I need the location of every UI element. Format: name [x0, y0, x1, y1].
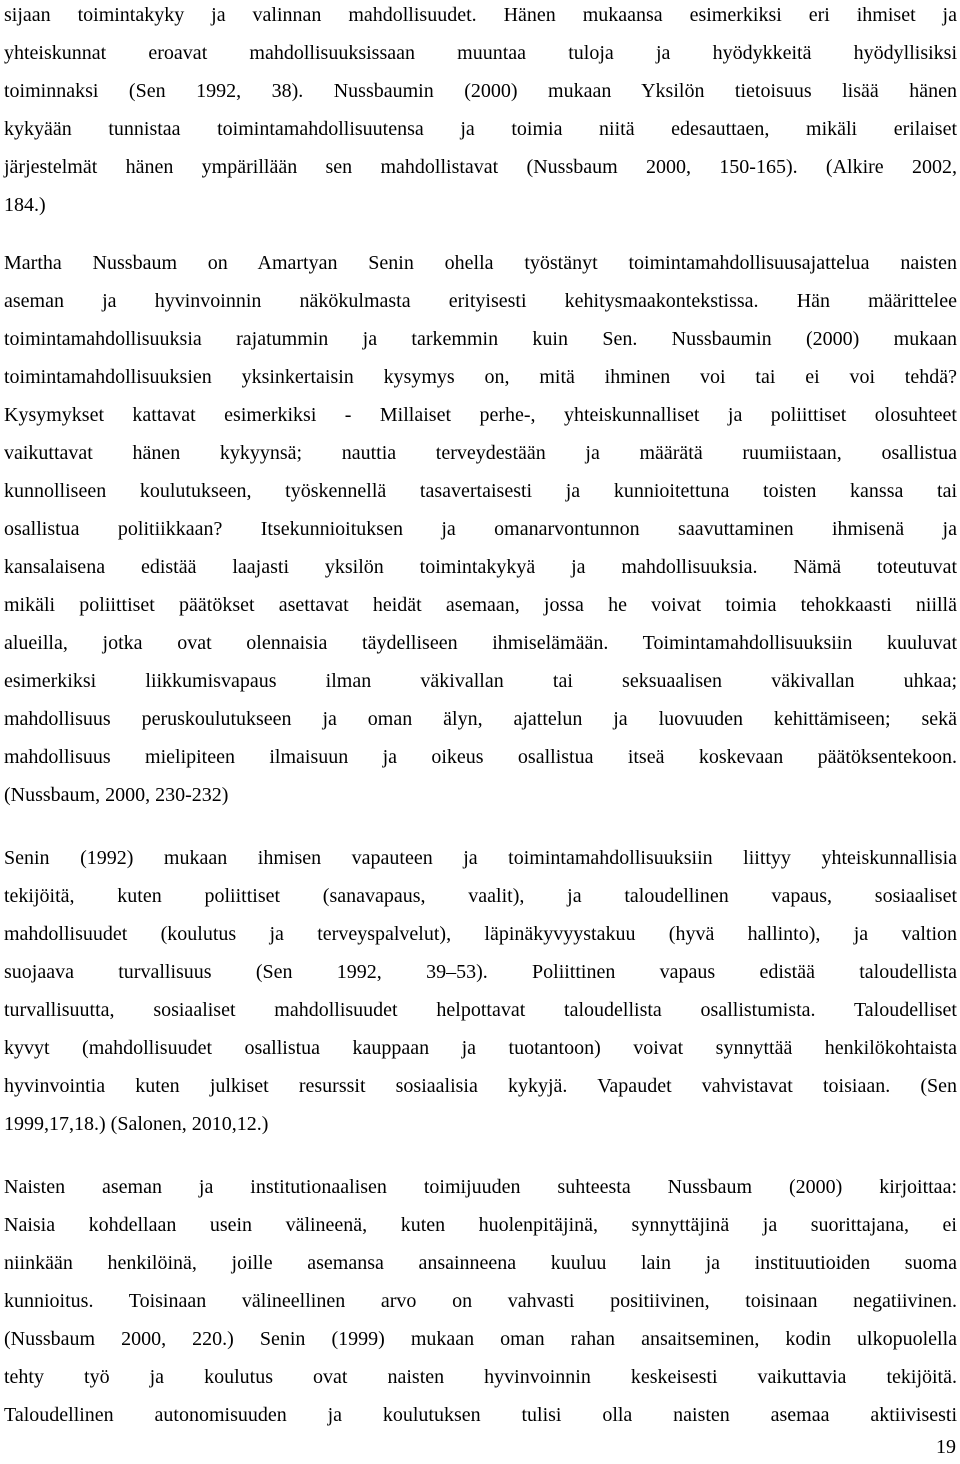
paragraph-4: [4, 1168, 957, 1434]
text-line: 184.): [4, 194, 46, 216]
text-line: kunnolliseen koulutukseen, työskennellä tasavertaisesti ja kunnioitettuna toisten kanssa tai: [4, 480, 957, 502]
text-line: järjestelmät hänen ympärillään sen mahdollistavat (Nussbaum 2000, 150-165). (Alkire 2002,: [4, 156, 957, 178]
text-line: hyvinvointia kuten julkiset resurssit sosiaalisia kykyjä. Vapaudet vahvistavat toisiaan. (Sen: [4, 1075, 957, 1097]
text-line: tekijöitä, kuten poliittiset (sanavapaus, vaalit), ja taloudellinen vapaus, sosiaaliset: [4, 885, 957, 907]
paragraph-3: [4, 839, 957, 1143]
text-line: Taloudellinen autonomisuuden ja koulutuksen tulisi olla naisten asemaa aktiivisesti: [4, 1404, 957, 1426]
text-line: toimintamahdollisuuksien yksinkertaisin kysymys on, mitä ihminen voi tai ei voi tehdä?: [4, 366, 957, 388]
text-line: sijaan toimintakyky ja valinnan mahdollisuudet. Hänen mukaansa esimerkiksi eri ihmiset ja: [4, 4, 957, 26]
text-line: osallistua politiikkaan? Itsekunnioituksen ja omanarvontunnon saavuttaminen ihmisenä ja: [4, 518, 957, 540]
text-line: mahdollisuus peruskoulutukseen ja oman älyn, ajattelun ja luovuuden kehittämiseen; sekä: [4, 708, 957, 730]
text-line: kunnioitus. Toisinaan välineellinen arvo on vahvasti positiivinen, toisinaan negatiivinen.: [4, 1290, 957, 1312]
text-line: niinkään henkilöinä, joille asemansa ansainneena kuuluu lain ja instituutioiden suoma: [4, 1252, 957, 1274]
text-line: mahdollisuus mielipiteen ilmaisuun ja oikeus osallistua itseä koskevaan päätöksentekoon.: [4, 746, 957, 768]
paragraph-2: [4, 244, 957, 814]
text-line: aseman ja hyvinvoinnin näkökulmasta erityisesti kehitysmaakontekstissa. Hän määrittelee: [4, 290, 957, 312]
paragraph-1: [4, 0, 957, 224]
text-line: vaikuttavat hänen kykyynsä; nauttia terveydestään ja määrätä ruumiistaan, osallistua: [4, 442, 957, 464]
text-line: esimerkiksi liikkumisvapaus ilman väkivallan tai seksuaalisen väkivallan uhkaa;: [4, 670, 957, 692]
text-line: 1999,17,18.) (Salonen, 2010,12.): [4, 1113, 269, 1135]
text-line: Kysymykset kattavat esimerkiksi - Millaiset perhe-, yhteiskunnalliset ja poliittiset olosuhteet: [4, 404, 957, 426]
text-line: (Nussbaum 2000, 220.) Senin (1999) mukaan oman rahan ansaitseminen, kodin ulkopuolella: [4, 1328, 957, 1350]
text-line: tehty työ ja koulutus ovat naisten hyvinvoinnin keskeisesti vaikuttavia tekijöitä.: [4, 1366, 957, 1388]
text-line: alueilla, jotka ovat olennaisia täydelliseen ihmiselämään. Toimintamahdollisuuksiin kuuluvat: [4, 632, 957, 654]
text-line: kykyään tunnistaa toimintamahdollisuutensa ja toimia niitä edesauttaen, mikäli erilaiset: [4, 118, 957, 140]
text-line: yhteiskunnat eroavat mahdollisuuksissaan muuntaa tuloja ja hyödykkeitä hyödyllisiksi: [4, 42, 957, 64]
text-line: Naisia kohdellaan usein välineenä, kuten huolenpitäjinä, synnyttäjinä ja suorittajana, ei: [4, 1214, 957, 1236]
text-line: Senin (1992) mukaan ihmisen vapauteen ja toimintamahdollisuuksiin liittyy yhteiskunnallisia: [4, 847, 957, 869]
text-line: kansalaisena edistää laajasti yksilön toimintakykyä ja mahdollisuuksia. Nämä toteutuvat: [4, 556, 957, 578]
text-line: suojaava turvallisuus (Sen 1992, 39–53). Poliittinen vapaus edistää taloudellista: [4, 961, 957, 983]
text-line: Naisten aseman ja institutionaalisen toimijuuden suhteesta Nussbaum (2000) kirjoittaa:: [4, 1176, 957, 1198]
page-number: 19: [936, 1436, 956, 1458]
text-line: Martha Nussbaum on Amartyan Senin ohella työstänyt toimintamahdollisuusajattelua naisten: [4, 252, 957, 274]
text-line: turvallisuutta, sosiaaliset mahdollisuudet helpottavat taloudellista osallistumista. Taloudelliset: [4, 999, 957, 1021]
text-line: kyvyt (mahdollisuudet osallistua kauppaan ja tuotantoon) voivat synnyttää henkilökohtaista: [4, 1037, 957, 1059]
text-line: (Nussbaum, 2000, 230-232): [4, 784, 229, 806]
text-line: toimintamahdollisuuksia rajatummin ja tarkemmin kuin Sen. Nussbaumin (2000) mukaan: [4, 328, 957, 350]
text-line: mahdollisuudet (koulutus ja terveyspalvelut), läpinäkyvyystakuu (hyvä hallinto), ja valtion: [4, 923, 957, 945]
text-line: toiminnaksi (Sen 1992, 38). Nussbaumin (2000) mukaan Yksilön tietoisuus lisää hänen: [4, 80, 957, 102]
text-line: mikäli poliittiset päätökset asettavat heidät asemaan, jossa he voivat toimia tehokkaasti niillä: [4, 594, 957, 616]
